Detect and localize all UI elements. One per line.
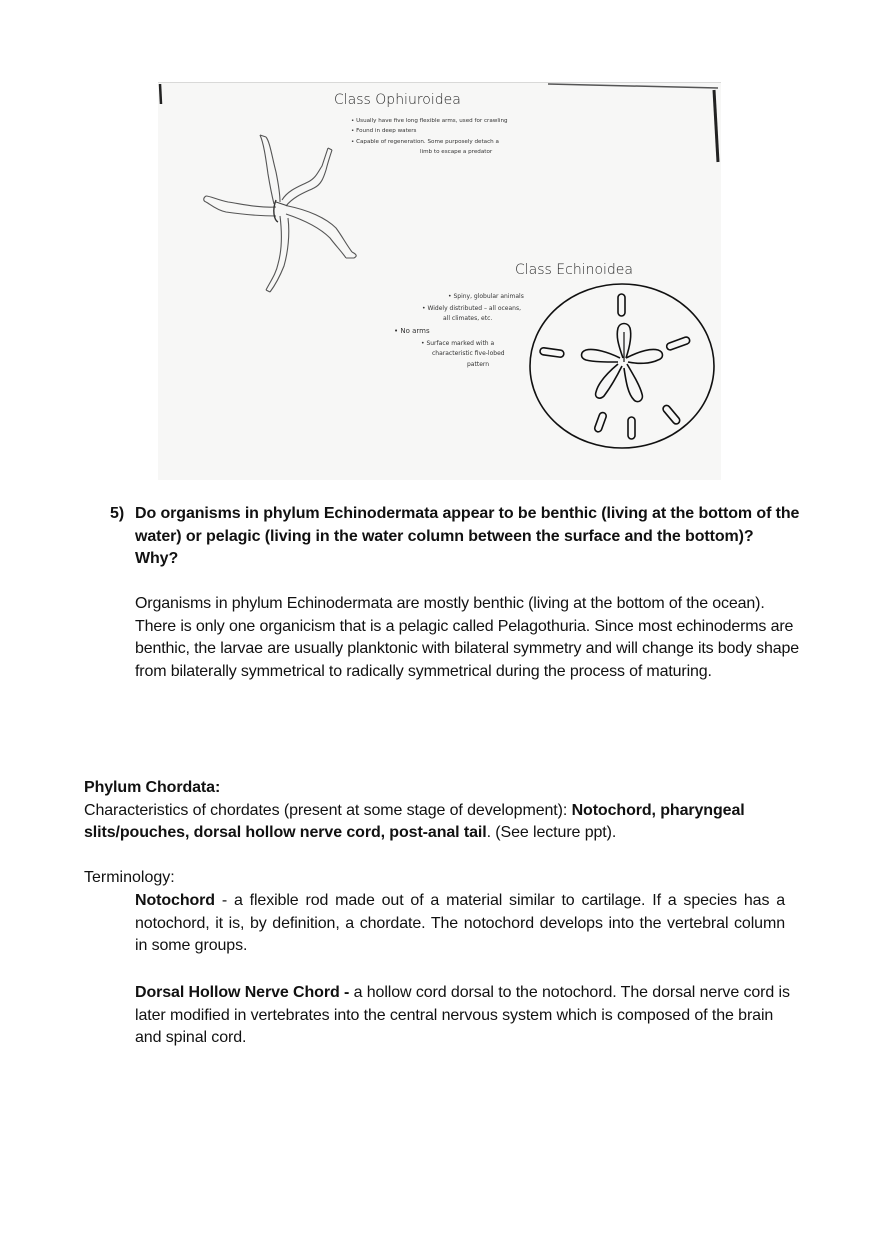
echinoderm-drawing-figure bbox=[158, 82, 721, 480]
term-separator: - bbox=[339, 984, 354, 1001]
term-name: Notochord bbox=[135, 892, 215, 909]
term-separator: - bbox=[214, 892, 234, 909]
term-definition: a hollow cord dorsal to the notochord. The dorsal nerve cord is later modified in vertebrates into the central nervous system which is composed of the brain and spinal cord. bbox=[135, 984, 790, 1046]
ophiuroidea-note-2: • Found in deep waters bbox=[351, 128, 417, 134]
term-dorsal-hollow-nerve-chord bbox=[135, 982, 795, 1050]
terminology-label: Terminology: bbox=[84, 869, 175, 886]
term-definition: a flexible rod made out of a material similar to cartilage. If a species has a notochord, it is, by definition, a chordate. The notochord develops into the vertebral column in some groups. bbox=[135, 892, 785, 954]
question-text: Do organisms in phylum Echinodermata appear to be benthic (living at the bottom of the water) or pelagic (living in the water column between the surface and the bottom)? Why? bbox=[135, 505, 800, 567]
question-number: 5) bbox=[110, 505, 125, 522]
ophiuroidea-title: Class Ophiuroidea bbox=[334, 92, 461, 108]
question-5 bbox=[110, 503, 800, 571]
term-name: Dorsal Hollow Nerve Chord bbox=[135, 984, 340, 1001]
chordata-characteristics-list: Notochord, pharyngeal slits/pouches, dorsal hollow nerve cord, post-anal tail bbox=[84, 801, 745, 841]
drawing-canvas bbox=[158, 82, 721, 480]
echinoidea-note-6: characteristic five-lobed bbox=[432, 350, 505, 357]
chordata-section bbox=[84, 777, 800, 845]
answer-text: Organisms in phylum Echinodermata are mostly benthic (living at the bottom of the ocean). There is only one organicism that is a pelagic called Pelagothuria. Since most echinoderms are benthic, the larvae are usually planktonic with bilateral symmetry and will change its body shape from bilaterally symmetrical to radically symmetrical during the process of maturing. bbox=[135, 595, 800, 680]
echinoidea-note-7: pattern bbox=[467, 361, 490, 368]
chordata-heading: Phylum Chordata: bbox=[84, 779, 221, 796]
chordata-suffix: . (See lecture ppt). bbox=[486, 824, 617, 841]
echinoidea-note-3: all climates, etc. bbox=[443, 315, 493, 322]
echinoidea-title: Class Echinoidea bbox=[515, 262, 633, 278]
brittle-star-drawing bbox=[204, 135, 356, 292]
echinoidea-note-4: • No arms bbox=[394, 327, 430, 335]
ophiuroidea-note-3: • Capable of regeneration. Some purposely detach a bbox=[351, 139, 499, 145]
term-notochord bbox=[135, 890, 785, 958]
ophiuroidea-note-4: limb to escape a predator bbox=[420, 149, 493, 155]
chordata-characteristics bbox=[84, 800, 800, 845]
sand-dollar-drawing bbox=[530, 284, 714, 448]
ophiuroidea-note-1: • Usually have five long flexible arms, used for crawling bbox=[351, 118, 508, 124]
chordata-intro: Characteristics of chordates (present at some stage of development): bbox=[84, 801, 572, 819]
echinoidea-note-1: • Spiny, globular animals bbox=[448, 293, 524, 300]
echinoidea-note-2: • Widely distributed – all oceans, bbox=[422, 305, 521, 312]
echinoidea-note-5: • Surface marked with a bbox=[421, 340, 495, 347]
